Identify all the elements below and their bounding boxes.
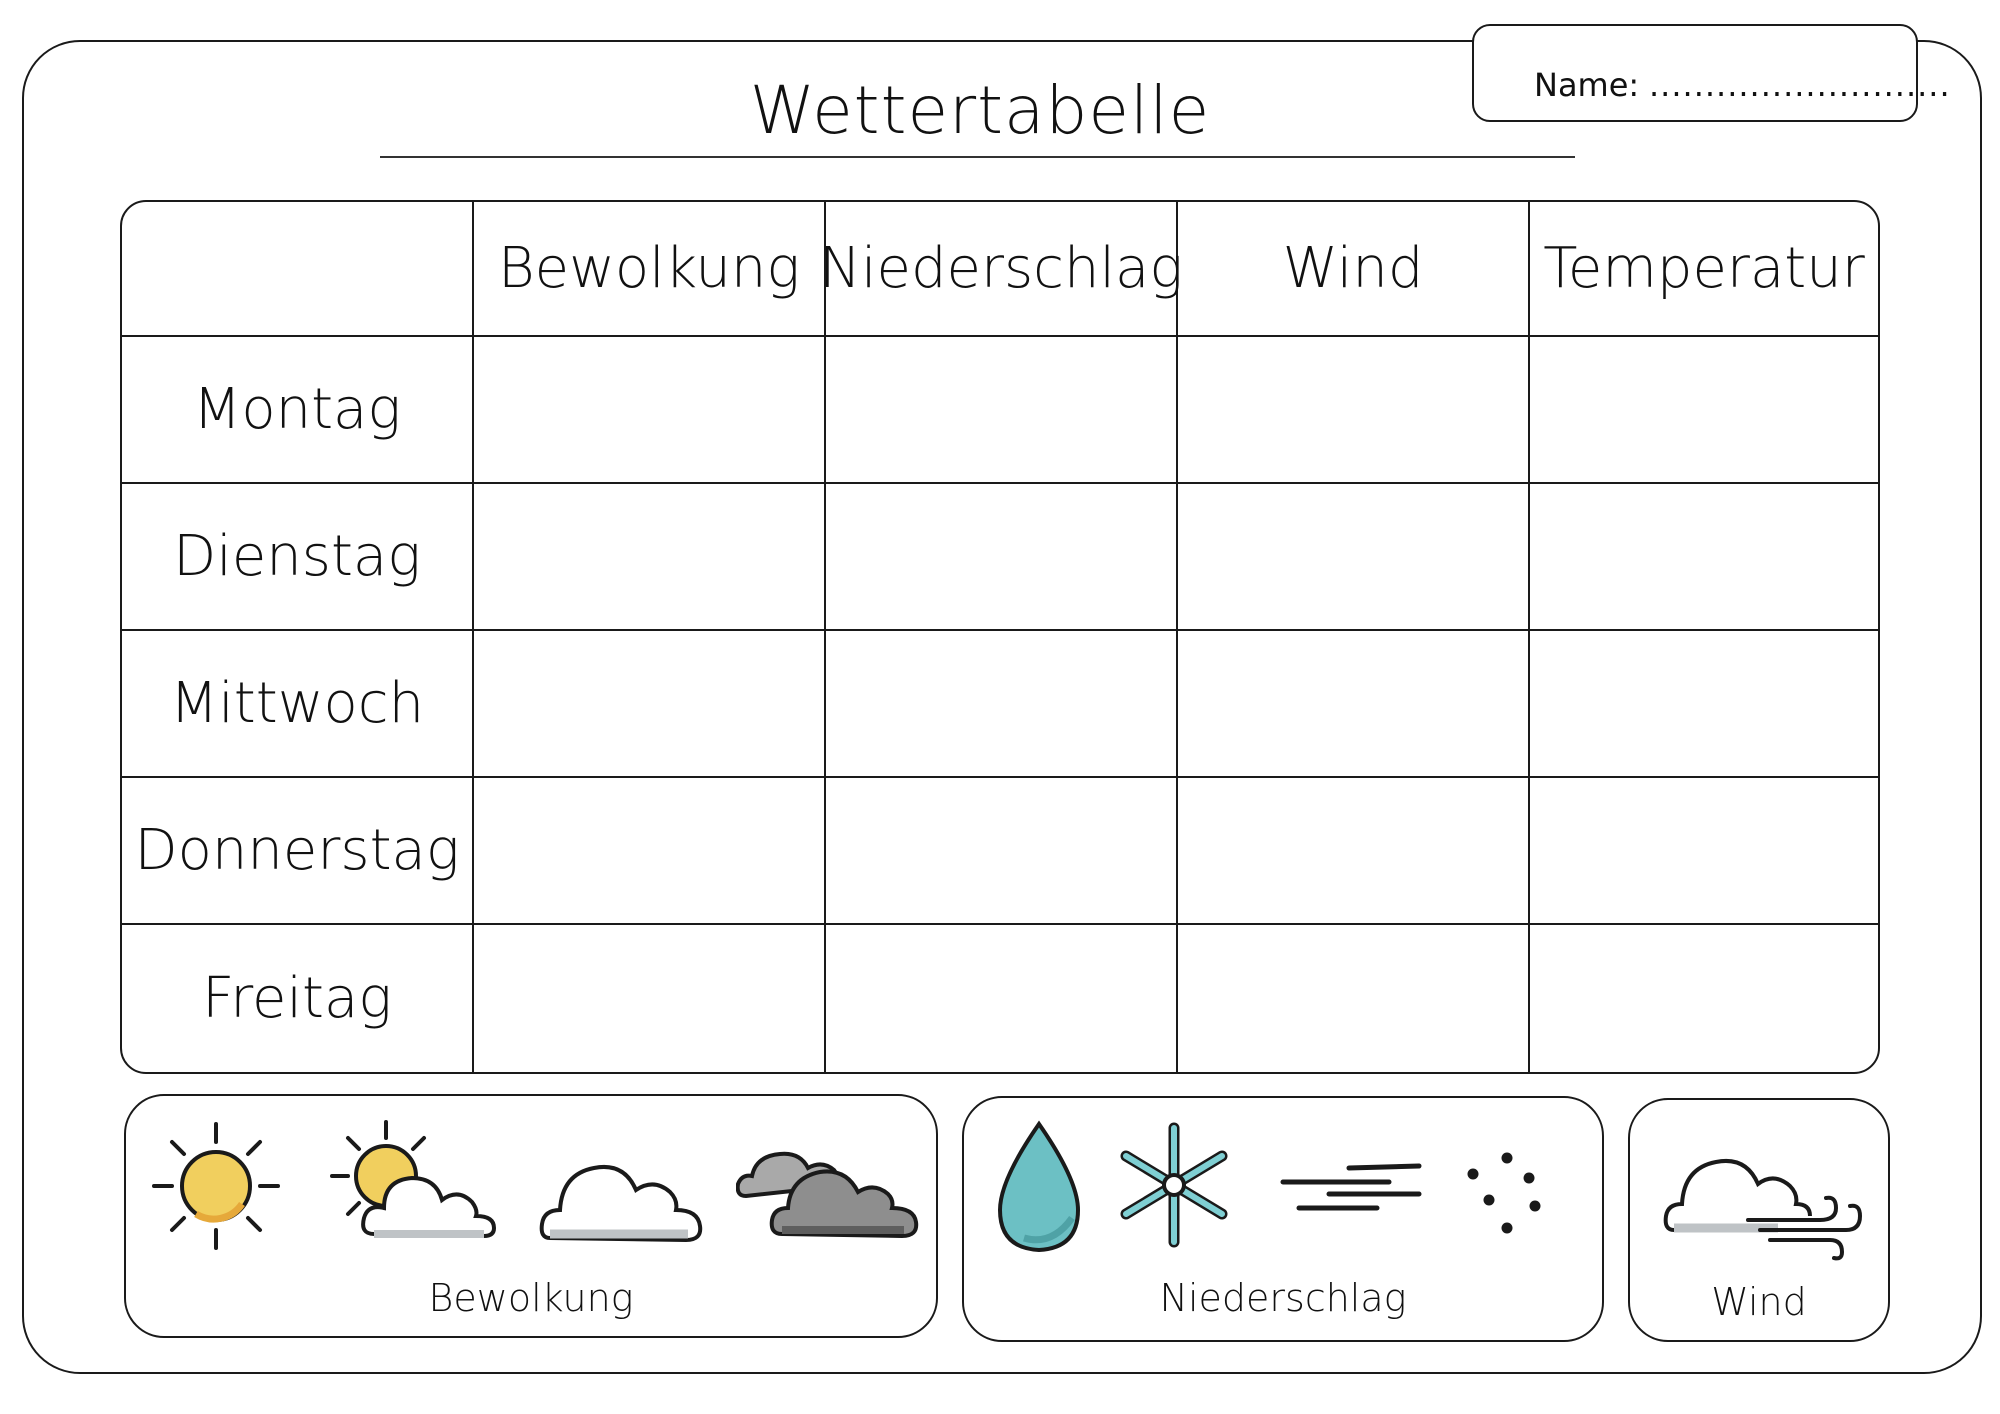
- weather-table: [120, 200, 1880, 1074]
- table-cell[interactable]: [474, 778, 826, 925]
- row-label-dienstag: Dienstag: [122, 484, 474, 631]
- table-cell[interactable]: [1178, 631, 1530, 778]
- column-header-temperatur: Temperatur: [1530, 202, 1878, 337]
- table-cell[interactable]: [1178, 925, 1530, 1072]
- column-header-bewolkung: Bewolkung: [474, 202, 826, 337]
- table-cell[interactable]: [1178, 484, 1530, 631]
- legend-wind: [1628, 1098, 1890, 1342]
- table-cell[interactable]: [1178, 778, 1530, 925]
- table-cell[interactable]: [1530, 631, 1878, 778]
- name-field-box[interactable]: [1472, 24, 1951, 122]
- title-underline: [380, 156, 1575, 158]
- row-label-freitag: Freitag: [122, 925, 474, 1072]
- table-cell[interactable]: [1530, 925, 1878, 1072]
- row-label-donnerstag: Donnerstag: [122, 778, 474, 925]
- legend-clouds: [124, 1094, 938, 1338]
- page-title: Wettertabelle: [749, 72, 1211, 149]
- legend-clouds-caption: Bewolkung: [428, 1276, 634, 1320]
- row-label-montag: Montag: [122, 337, 474, 484]
- legend-wind-caption: Wind: [1711, 1280, 1807, 1324]
- table-cell[interactable]: [826, 925, 1178, 1072]
- table-cell[interactable]: [474, 337, 826, 484]
- table-cell[interactable]: [474, 631, 826, 778]
- table-cell[interactable]: [826, 778, 1178, 925]
- table-cell[interactable]: [1530, 778, 1878, 925]
- raindrop-icon: [994, 1118, 1084, 1258]
- table-cell[interactable]: [1530, 337, 1878, 484]
- table-cell[interactable]: [474, 925, 826, 1072]
- snowflake-icon: [1114, 1120, 1234, 1250]
- cloud-icon: [536, 1134, 706, 1252]
- table-corner-cell: [122, 202, 474, 337]
- sun-icon: [146, 1116, 286, 1256]
- windy-cloud-icon: [1660, 1124, 1870, 1264]
- hail-dots-icon: [1459, 1148, 1559, 1248]
- dark-clouds-icon: [736, 1126, 921, 1251]
- table-cell[interactable]: [826, 337, 1178, 484]
- column-header-niederschlag: Niederschlag: [826, 202, 1178, 337]
- legend-precipitation: [962, 1096, 1604, 1342]
- column-header-wind: Wind: [1178, 202, 1530, 337]
- row-label-mittwoch: Mittwoch: [122, 631, 474, 778]
- drizzle-lines-icon: [1279, 1160, 1429, 1220]
- name-blank[interactable]: ...........................: [1649, 66, 1951, 104]
- table-cell[interactable]: [1530, 484, 1878, 631]
- table-cell[interactable]: [1178, 337, 1530, 484]
- sun-behind-cloud-icon: [326, 1116, 506, 1256]
- table-cell[interactable]: [826, 631, 1178, 778]
- table-cell[interactable]: [826, 484, 1178, 631]
- name-label: Name:: [1534, 66, 1640, 104]
- table-cell[interactable]: [474, 484, 826, 631]
- legend-precipitation-caption: Niederschlag: [1159, 1276, 1407, 1320]
